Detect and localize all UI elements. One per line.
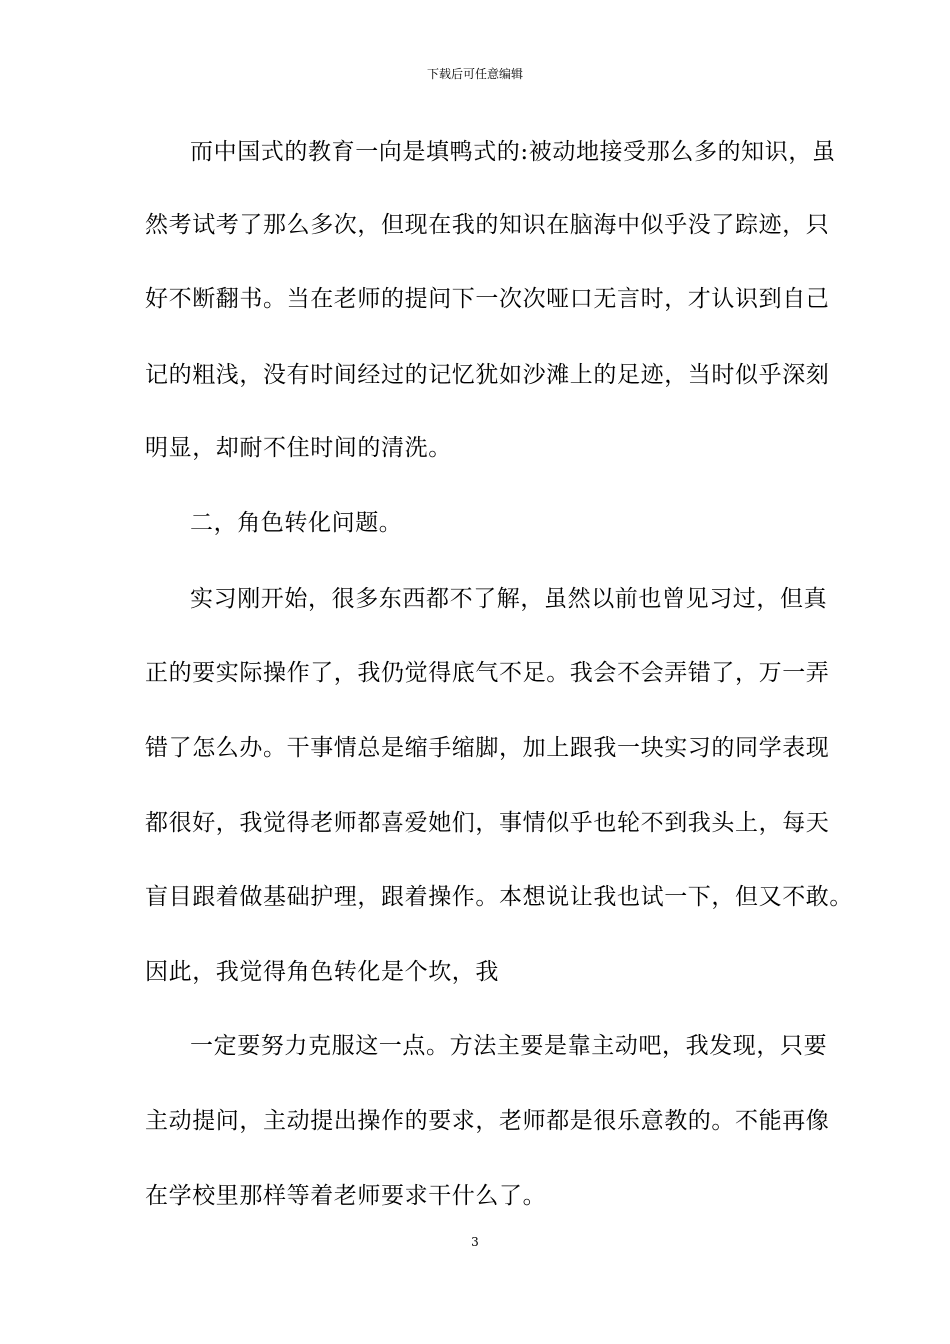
text-line: 都很好，我觉得老师都喜爱她们，事情似乎也轮不到我头上，每天 [145,810,830,836]
text-line: 主动提问，主动提出操作的要求，老师都是很乐意教的。不能再像 [145,1108,830,1134]
text-line: 记的粗浅，没有时间经过的记忆犹如沙滩上的足迹，当时似乎深刻 [145,362,830,388]
page-number: 3 [471,1235,479,1249]
text-line: 而中国式的教育一向是填鸭式的:被动地接受那么多的知识，虽 [190,139,836,165]
text-line: 正的要实际操作了，我仍觉得底气不足。我会不会弄错了，万一弄 [145,660,830,686]
text-line: 盲目跟着做基础护理，跟着操作。本想说让我也试一下，但又不敢。 [145,884,853,910]
text-line: 因此，我觉得角色转化是个坎，我 [145,959,499,985]
page-header: 下载后可任意编辑 [426,67,523,81]
text-line: 实习刚开始，很多东西都不了解，虽然以前也曾见习过，但真 [190,586,828,612]
text-line: 在学校里那样等着老师要求干什么了。 [145,1183,547,1209]
text-line: 一定要努力克服这一点。方法主要是靠主动吧，我发现，只要 [190,1033,828,1059]
text-line: 明显，却耐不住时间的清洗。 [145,435,452,461]
text-line: 然考试考了那么多次，但现在我的知识在脑海中似乎没了踪迹，只 [145,212,830,238]
section-heading: 二，角色转化问题。 [190,510,403,536]
text-line: 好不断翻书。当在老师的提问下一次次哑口无言时，才认识到自己 [145,286,830,312]
text-line: 错了怎么办。干事情总是缩手缩脚，加上跟我一块实习的同学表现 [145,735,830,761]
